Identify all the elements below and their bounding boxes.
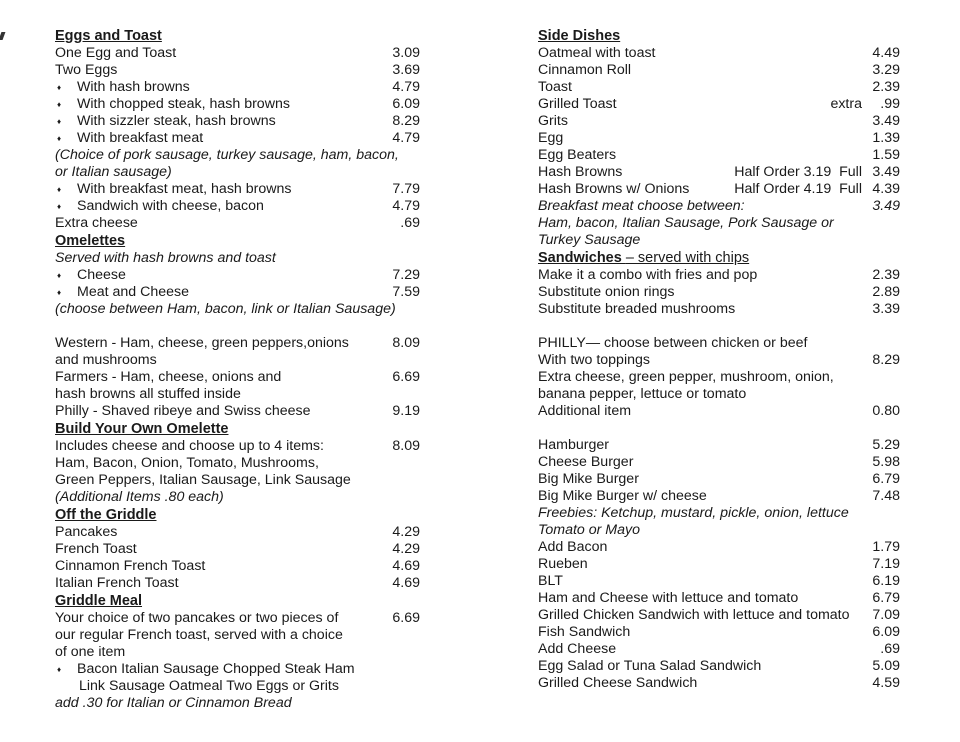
item-price: 4.49: [872, 45, 900, 61]
menu-item-ham-and-cheese-with-lettuce-and-tomato: [538, 590, 900, 607]
menu-item-grits: [538, 113, 900, 130]
item-price: 5.29: [872, 437, 900, 453]
section-title: Build Your Own Omelette: [55, 421, 229, 437]
item-name: Cheese Burger: [538, 454, 634, 470]
item-name: Pancakes: [55, 524, 118, 540]
item-price: 7.29: [392, 267, 420, 283]
item-name: (Additional Items .80 each): [55, 489, 224, 505]
item-name: Meat and Cheese: [77, 284, 189, 300]
item-price: 3.49: [872, 164, 900, 180]
price-qualifier: extra: [830, 96, 862, 112]
menu-item-extra-cheese: [55, 215, 420, 232]
menu-item-text: [55, 678, 420, 695]
menu-item-cheese-burger: [538, 454, 900, 471]
item-name: Philly - Shaved ribeye and Swiss cheese: [55, 403, 311, 419]
item-name: With two toppings: [538, 352, 650, 368]
menu-item-toast: [538, 79, 900, 96]
item-price: 0.80: [872, 403, 900, 419]
menu-item-hamburger: [538, 437, 900, 454]
menu-item-with-chopped-steak-hash-browns: [55, 96, 420, 113]
item-price: 5.98: [872, 454, 900, 470]
item-name: Cheese: [77, 267, 126, 283]
menu-item-text: [538, 335, 900, 352]
price-qualifier: Half Order 3.19 Full: [734, 164, 862, 180]
item-name: French Toast: [55, 541, 137, 557]
menu-item-text: [55, 386, 420, 403]
section-subtitle: – served with chips: [625, 250, 750, 266]
item-name: BLT: [538, 573, 563, 589]
menu-item-cinnamon-french-toast: [55, 558, 420, 575]
menu-item-add-cheese: [538, 641, 900, 658]
item-name: Make it a combo with fries and pop: [538, 267, 758, 283]
menu-item-pancakes: [55, 524, 420, 541]
section-heading-eggs-and-toast: [55, 27, 420, 45]
item-price: 8.09: [392, 438, 420, 454]
item-price: 4.79: [392, 198, 420, 214]
item-name: (choose between Ham, bacon, link or Italian Sausage): [55, 301, 396, 317]
item-name: add .30 for Italian or Cinnamon Bread: [55, 695, 292, 711]
item-name: Hash Browns: [538, 164, 623, 180]
item-name: Freebies: Ketchup, mustard, pickle, onion, lettuce: [538, 505, 849, 521]
item-name: (Choice of pork sausage, turkey sausage, ham, bacon,: [55, 147, 399, 163]
item-name: Extra cheese, green pepper, mushroom, onion,: [538, 369, 834, 385]
item-name: Sandwich with cheese, bacon: [77, 198, 264, 214]
item-name: With hash browns: [77, 79, 190, 95]
section-title: Omelettes: [55, 233, 126, 249]
item-price: 3.49: [872, 113, 900, 129]
item-name: With breakfast meat: [77, 130, 204, 146]
item-price: 9.19: [392, 403, 420, 419]
item-name: Breakfast meat choose between:: [538, 198, 745, 214]
left-menu-column: [55, 27, 420, 712]
item-price: 6.69: [392, 610, 420, 626]
menu-item-blt: [538, 573, 900, 590]
item-name: Grilled Chicken Sandwich with lettuce and tomato: [538, 607, 850, 623]
item-price: 4.39: [872, 181, 900, 197]
item-name: Egg Beaters: [538, 147, 617, 163]
item-price: 3.49: [872, 198, 900, 214]
item-price: 3.69: [392, 62, 420, 78]
item-name: of one item: [55, 644, 126, 660]
item-name: Two Eggs: [55, 62, 118, 78]
item-name: Bacon Italian Sausage Chopped Steak Ham: [77, 661, 355, 677]
item-price: 7.48: [872, 488, 900, 504]
menu-item-cinnamon-roll: [538, 62, 900, 79]
item-price: 1.59: [872, 147, 900, 163]
item-price: 4.79: [392, 130, 420, 146]
item-price: 8.09: [392, 335, 420, 351]
item-price: 7.09: [872, 607, 900, 623]
menu-item-text: [55, 352, 420, 369]
item-name: Big Mike Burger w/ cheese: [538, 488, 707, 504]
menu-note: [55, 164, 420, 181]
menu-item-with-sizzler-steak-hash-browns: [55, 113, 420, 130]
menu-note: [55, 250, 420, 267]
item-name: Extra cheese: [55, 215, 138, 231]
menu-note: [538, 505, 900, 522]
section-title: Griddle Meal: [55, 593, 143, 609]
menu-item-grilled-chicken-sandwich-with-lettuce-an: [538, 607, 900, 624]
menu-item-substitute-breaded-mushrooms: [538, 301, 900, 318]
item-price: 2.89: [872, 284, 900, 300]
item-price: 4.69: [392, 575, 420, 591]
menu-note: [538, 232, 900, 249]
right-menu-column: [538, 27, 900, 692]
item-price: 7.79: [392, 181, 420, 197]
item-price: 6.79: [872, 590, 900, 606]
menu-item-includes-cheese-and-choose-up-to-4-items: [55, 438, 420, 455]
menu-item-egg-beaters: [538, 147, 900, 164]
item-price: 2.39: [872, 267, 900, 283]
section-heading-side-dishes: [538, 27, 900, 45]
item-price: 3.39: [872, 301, 900, 317]
menu-item-one-egg-and-toast: [55, 45, 420, 62]
menu-item-text: [538, 386, 900, 403]
item-price: .69: [400, 215, 420, 231]
menu-note: [538, 215, 900, 232]
menu-item-cheese: [55, 267, 420, 284]
menu-item-your-choice-of-two-pancakes-or-two-piece: [55, 610, 420, 627]
item-price: 4.59: [872, 675, 900, 691]
item-name: With chopped steak, hash browns: [77, 96, 290, 112]
item-price: 6.69: [392, 369, 420, 385]
menu-item-egg: [538, 130, 900, 147]
item-name: One Egg and Toast: [55, 45, 177, 61]
item-price: 8.29: [872, 352, 900, 368]
item-name: Cinnamon French Toast: [55, 558, 206, 574]
item-price: .99: [880, 96, 900, 112]
item-name: Substitute breaded mushrooms: [538, 301, 736, 317]
item-name: Substitute onion rings: [538, 284, 675, 300]
item-price: 6.09: [392, 96, 420, 112]
item-price: 4.29: [392, 541, 420, 557]
item-name: Fish Sandwich: [538, 624, 631, 640]
menu-note: [55, 147, 420, 164]
item-name: Big Mike Burger: [538, 471, 639, 487]
menu-item-text: [55, 627, 420, 644]
spacer: [55, 318, 420, 335]
item-name: Toast: [538, 79, 572, 95]
menu-item-breakfast-meat-choose-between: [538, 198, 900, 215]
item-price: 1.79: [872, 539, 900, 555]
item-name: Green Peppers, Italian Sausage, Link Sausage: [55, 472, 351, 488]
item-name: Hamburger: [538, 437, 609, 453]
menu-item-with-breakfast-meat: [55, 130, 420, 147]
item-name: Your choice of two pancakes or two pieces of: [55, 610, 339, 626]
section-title: Off the Griddle: [55, 507, 157, 523]
item-price: 6.19: [872, 573, 900, 589]
menu-item-add-bacon: [538, 539, 900, 556]
item-name: Served with hash browns and toast: [55, 250, 276, 266]
menu-item-french-toast: [55, 541, 420, 558]
menu-item-additional-item: [538, 403, 900, 420]
item-price: 4.79: [392, 79, 420, 95]
menu-note: [538, 522, 900, 539]
menu-item-farmers-ham-cheese-onions-and: [55, 369, 420, 386]
item-name: Turkey Sausage: [538, 232, 641, 248]
price-qualifier: Half Order 4.19 Full: [734, 181, 862, 197]
item-name: Add Bacon: [538, 539, 608, 555]
item-name: Grits: [538, 113, 568, 129]
menu-item-big-mike-burger-w-cheese: [538, 488, 900, 505]
item-name: With breakfast meat, hash browns: [77, 181, 292, 197]
section-title: Sandwiches: [538, 250, 626, 266]
item-name: Oatmeal with toast: [538, 45, 656, 61]
item-name: or Italian sausage): [55, 164, 172, 180]
menu-item-philly-shaved-ribeye-and-swiss-cheese: [55, 403, 420, 420]
section-title: Side Dishes: [538, 28, 621, 44]
item-name: banana pepper, lettuce or tomato: [538, 386, 747, 402]
menu-note: [55, 301, 420, 318]
scan-mark: [0, 32, 5, 40]
item-name: Italian French Toast: [55, 575, 179, 591]
menu-item-substitute-onion-rings: [538, 284, 900, 301]
item-name: our regular French toast, served with a choice: [55, 627, 343, 643]
item-name: Egg: [538, 130, 564, 146]
menu-item-meat-and-cheese: [55, 284, 420, 301]
item-name: Grilled Toast: [538, 96, 617, 112]
item-name: Additional item: [538, 403, 632, 419]
section-heading-off-the-griddle: [55, 506, 420, 524]
menu-item-text: [55, 661, 420, 678]
item-name: Includes cheese and choose up to 4 items:: [55, 438, 324, 454]
item-name: Tomato or Mayo: [538, 522, 640, 538]
item-price: 4.69: [392, 558, 420, 574]
menu-item-two-eggs: [55, 62, 420, 79]
menu-item-text: [55, 472, 420, 489]
menu-item-with-hash-browns: [55, 79, 420, 96]
menu-item-hash-browns-w-onions: [538, 181, 900, 198]
item-price: 1.39: [872, 130, 900, 146]
item-price: 4.29: [392, 524, 420, 540]
item-name: PHILLY— choose between chicken or beef: [538, 335, 808, 351]
menu-item-with-breakfast-meat-hash-browns: [55, 181, 420, 198]
item-price: 6.79: [872, 471, 900, 487]
item-name: Cinnamon Roll: [538, 62, 632, 78]
menu-item-make-it-a-combo-with-fries-and-pop: [538, 267, 900, 284]
menu-item-grilled-toast: [538, 96, 900, 113]
menu-item-western-ham-cheese-green-peppers-onions: [55, 335, 420, 352]
menu-item-grilled-cheese-sandwich: [538, 675, 900, 692]
item-price: 3.09: [392, 45, 420, 61]
item-price: 5.09: [872, 658, 900, 674]
item-name: hash browns all stuffed inside: [55, 386, 241, 402]
item-name: and mushrooms: [55, 352, 157, 368]
section-heading-griddle-meal: [55, 592, 420, 610]
item-price: 8.29: [392, 113, 420, 129]
section-heading-build-your-own-omelette: [55, 420, 420, 438]
menu-item-hash-browns: [538, 164, 900, 181]
menu-note: [55, 695, 420, 712]
item-price: 3.29: [872, 62, 900, 78]
item-name: Rueben: [538, 556, 588, 572]
menu-item-with-two-toppings: [538, 352, 900, 369]
menu-item-italian-french-toast: [55, 575, 420, 592]
item-name: Ham, Bacon, Onion, Tomato, Mushrooms,: [55, 455, 319, 471]
item-name: Farmers - Ham, cheese, onions and: [55, 369, 282, 385]
item-name: Ham and Cheese with lettuce and tomato: [538, 590, 799, 606]
spacer: [538, 420, 900, 437]
menu-item-egg-salad-or-tuna-salad-sandwich: [538, 658, 900, 675]
item-name: Link Sausage Oatmeal Two Eggs or Grits: [79, 678, 339, 694]
section-heading-sandwiches: [538, 249, 900, 267]
item-name: Grilled Cheese Sandwich: [538, 675, 698, 691]
section-title: Eggs and Toast: [55, 28, 162, 44]
item-name: Egg Salad or Tuna Salad Sandwich: [538, 658, 762, 674]
menu-item-oatmeal-with-toast: [538, 45, 900, 62]
menu-item-big-mike-burger: [538, 471, 900, 488]
menu-item-fish-sandwich: [538, 624, 900, 641]
item-price: 7.19: [872, 556, 900, 572]
item-price: 7.59: [392, 284, 420, 300]
menu-item-text: [55, 644, 420, 661]
menu-item-text: [538, 369, 900, 386]
menu-item-sandwich-with-cheese-bacon: [55, 198, 420, 215]
item-name: Western - Ham, cheese, green peppers,onions: [55, 335, 349, 351]
item-name: Ham, bacon, Italian Sausage, Pork Sausage or: [538, 215, 834, 231]
menu-item-text: [55, 455, 420, 472]
menu-note: [55, 489, 420, 506]
spacer: [538, 318, 900, 335]
menu-item-rueben: [538, 556, 900, 573]
item-price: .69: [880, 641, 900, 657]
item-price: 6.09: [872, 624, 900, 640]
item-name: Add Cheese: [538, 641, 617, 657]
section-heading-omelettes: [55, 232, 420, 250]
item-name: Hash Browns w/ Onions: [538, 181, 690, 197]
item-name: With sizzler steak, hash browns: [77, 113, 276, 129]
item-price: 2.39: [872, 79, 900, 95]
